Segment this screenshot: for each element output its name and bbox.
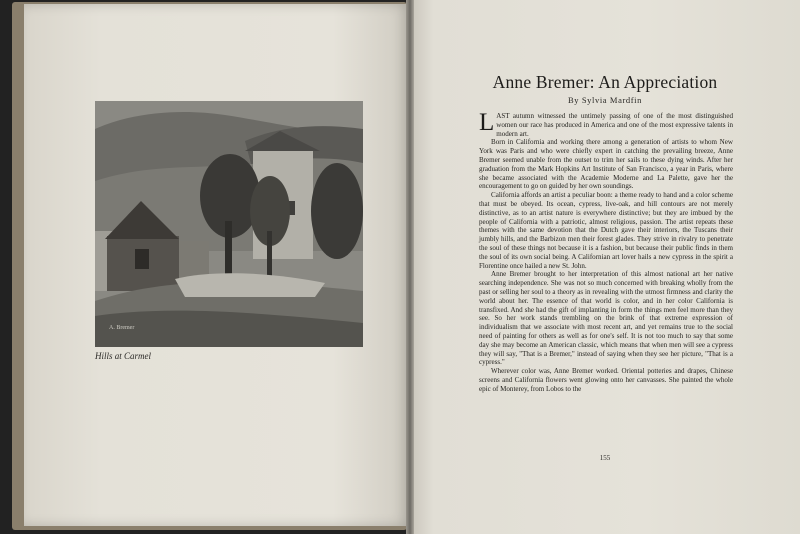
article-title: Anne Bremer: An Appreciation [492,72,718,92]
book-gutter [406,0,414,534]
paragraph-2: Born in California and working there among a generation of artists to whom New York was Paris and who were chiefly expert in catching the prevailing breeze, Anne Bremer seemed unable from the outset to trim her sails to these dying winds. After her graduation from the Mark Hopkins Art Institute of San Francisco, a year in Paris, where she became associated with the Academie Moderne and La Palette, gave her the encouragement to go on guided by her own soundings. [479,138,733,191]
page-number: 155 [599,454,611,462]
article-body [479,109,733,394]
drop-cap: L [479,109,495,136]
painting-signature: A. Bremer [109,325,135,331]
image-caption: Hills at Carmel [95,351,152,361]
painting-hills-at-carmel [95,101,363,347]
paragraph-4: Anne Bremer brought to her interpretation of this almost national art her native searching independence. She was not so much concerned with breaking wholly from the past or selling her soul to a theory as in revealing with the utmost firmness and clarity the world about her. The essence of that world is color, and in her color California is transfixed. And she had the gift of implanting in form the things men feel more than they see. So her work stands trembling on the brink of that extreme expression of individualism that we associate with most recent art, and yet remains true to the social need of painting for others as well as for one's self. It is not too much to say that some day she may become an American classic, which means that when men will see a cypress they will say, "That is a Bremer," instead of saying when they see her picture, "That is a cypress." [479,270,733,367]
paragraph-1 [479,109,733,138]
article-byline: By Sylvia Mardfin [568,95,642,105]
paragraph-3: California affords an artist a peculiar boon: a theme ready to hand and a color scheme that must be obeyed. Its ocean, cypress, live-oak, and hill contours are not merely distinctive, as to an artist nature is everywhere distinctive; but they are imbued by the people of California with a patriotic, almost religious, passion. The artist repeats these themes with the same devotion that the Dutch gave their interiors, the Tuscans their jumbly hills, and the Barbizon men their forest glades. They strive in rivalry to penetrate the soul of these things not because it is a fashion, but because their public finds in them the soul of its own social being. A Californian art lover hails a new cypress in the spirit a Florentine once hailed a new St. John. [479,191,733,270]
paragraph-1-text: AST autumn witnessed the untimely passing of one of the most distinguished women our race has produced in America and one of the most expressive talents in modern art. [496,112,733,138]
paragraph-5: Wherever color was, Anne Bremer worked. Oriental potteries and drapes, Chinese screens and California flowers went glowing onto her canvasses. She painted the whole epic of Monterey, from Lobos to the [479,367,733,393]
